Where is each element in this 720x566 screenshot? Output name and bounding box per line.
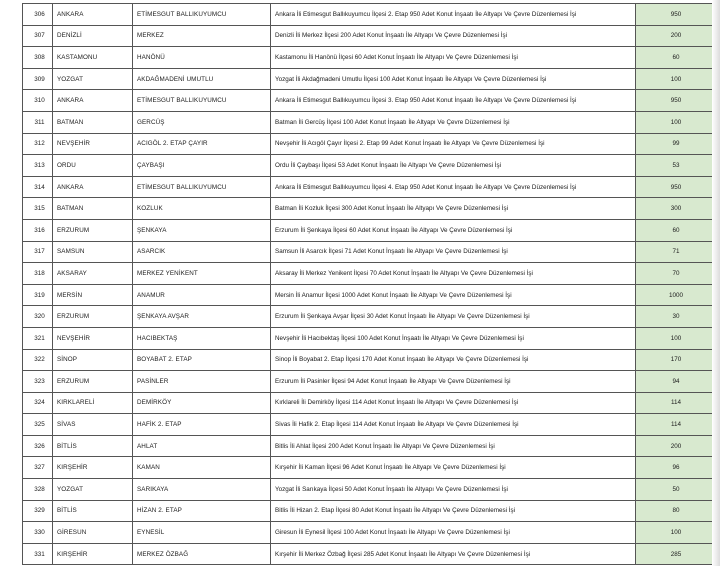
district-cell: HİZAN 2. ETAP	[133, 500, 271, 522]
description-cell: Bitlis İli Hizan 2. Etap İlçesi 80 Adet Konut İnşaatı İle Altyapı Ve Çevre Düzenlemesi İşi	[271, 500, 636, 522]
province-cell: MERSİN	[53, 284, 133, 306]
province-cell: ERZURUM	[53, 219, 133, 241]
district-cell: KOZLUK	[133, 198, 271, 220]
district-cell: MERKEZ ÖZBAĞ	[133, 543, 271, 565]
row-number: 326	[23, 435, 53, 457]
row-number: 308	[23, 47, 53, 69]
row-number: 315	[23, 198, 53, 220]
housing-count-cell: 30	[636, 306, 713, 328]
page-edge-shadow	[712, 0, 720, 566]
province-cell: AKSARAY	[53, 263, 133, 285]
row-number: 320	[23, 306, 53, 328]
province-cell: KIRKLARELİ	[53, 392, 133, 414]
province-cell: ANKARA	[53, 4, 133, 26]
description-cell: Batman İli Kozluk İlçesi 300 Adet Konut İnşaatı İle Altyapı Ve Çevre Düzenlemesi İşi	[271, 198, 636, 220]
table-row	[23, 68, 713, 90]
table-row	[23, 241, 713, 263]
district-cell: ETİMESGUT BALLIKUYUMCU	[133, 90, 271, 112]
district-cell: ANAMUR	[133, 284, 271, 306]
table-row	[23, 263, 713, 285]
district-cell: EYNESİL	[133, 522, 271, 544]
table-row	[23, 111, 713, 133]
province-cell: KASTAMONU	[53, 47, 133, 69]
province-cell: BATMAN	[53, 198, 133, 220]
table-row	[23, 25, 713, 47]
description-cell: Ordu İli Çaybaşı İlçesi 53 Adet Konut İnşaatı İle Altyapı Ve Çevre Düzenlemesi İşi	[271, 155, 636, 177]
description-cell: Kırşehir İli Kaman İlçesi 96 Adet Konut İnşaatı İle Altyapı Ve Çevre Düzenlemesi İşi	[271, 457, 636, 479]
row-number: 330	[23, 522, 53, 544]
description-cell: Aksaray İli Merkez Yenikent İlçesi 70 Adet Konut İnşaatı İle Altyapı Ve Çevre Düzenlemesi İşi	[271, 263, 636, 285]
district-cell: PASİNLER	[133, 371, 271, 393]
table-row	[23, 4, 713, 26]
province-cell: YOZGAT	[53, 68, 133, 90]
table-row	[23, 522, 713, 544]
district-cell: AHLAT	[133, 435, 271, 457]
province-cell: ANKARA	[53, 176, 133, 198]
district-cell: HANÖNÜ	[133, 47, 271, 69]
row-number: 325	[23, 414, 53, 436]
housing-count-cell: 60	[636, 47, 713, 69]
row-number: 329	[23, 500, 53, 522]
province-cell: ERZURUM	[53, 306, 133, 328]
housing-count-cell: 1000	[636, 284, 713, 306]
description-cell: Mersin İli Anamur İlçesi 1000 Adet Konut İnşaatı İle Altyapı Ve Çevre Düzenlemesi İşi	[271, 284, 636, 306]
description-cell: Batman İli Gercüş İlçesi 100 Adet Konut İnşaatı İle Altyapı Ve Çevre Düzenlemesi İşi	[271, 111, 636, 133]
table-row	[23, 349, 713, 371]
housing-count-cell: 70	[636, 263, 713, 285]
district-cell: ŞENKAYA AVŞAR	[133, 306, 271, 328]
district-cell: ETİMESGUT BALLIKUYUMCU	[133, 4, 271, 26]
province-cell: BATMAN	[53, 111, 133, 133]
row-number: 309	[23, 68, 53, 90]
description-cell: Kastamonu İli Hanönü İlçesi 60 Adet Konut İnşaatı İle Altyapı Ve Çevre Düzenlemesi İşi	[271, 47, 636, 69]
row-number: 328	[23, 479, 53, 501]
province-cell: ORDU	[53, 155, 133, 177]
province-cell: SAMSUN	[53, 241, 133, 263]
province-cell: YOZGAT	[53, 479, 133, 501]
description-cell: Sivas İli Hafik 2. Etap İlçesi 114 Adet Konut İnşaatı İle Altyapı Ve Çevre Düzenlemesi İşi	[271, 414, 636, 436]
district-cell: ŞENKAYA	[133, 219, 271, 241]
table-row	[23, 392, 713, 414]
row-number: 310	[23, 90, 53, 112]
table-row	[23, 414, 713, 436]
housing-count-cell: 100	[636, 327, 713, 349]
housing-projects-table	[22, 3, 713, 565]
district-cell: GERCÜŞ	[133, 111, 271, 133]
province-cell: ERZURUM	[53, 371, 133, 393]
row-number: 317	[23, 241, 53, 263]
district-cell: ACIGÖL 2. ETAP ÇAYIR	[133, 133, 271, 155]
description-cell: Samsun İli Asarcık İlçesi 71 Adet Konut İnşaatı İle Altyapı Ve Çevre Düzenlemesi İşi	[271, 241, 636, 263]
row-number: 323	[23, 371, 53, 393]
row-number: 319	[23, 284, 53, 306]
description-cell: Yozgat İli Sarıkaya İlçesi 50 Adet Konut İnşaatı İle Altyapı Ve Çevre Düzenlemesi İşi	[271, 479, 636, 501]
description-cell: Nevşehir İli Hacıbektaş İlçesi 100 Adet Konut İnşaatı İle Altyapı Ve Çevre Düzenlemesi İşi	[271, 327, 636, 349]
province-cell: ANKARA	[53, 90, 133, 112]
district-cell: ETİMESGUT BALLIKUYUMCU	[133, 176, 271, 198]
district-cell: AKDAĞMADENİ UMUTLU	[133, 68, 271, 90]
table-row	[23, 219, 713, 241]
district-cell: BOYABAT 2. ETAP	[133, 349, 271, 371]
province-cell: SİNOP	[53, 349, 133, 371]
row-number: 322	[23, 349, 53, 371]
district-cell: ASARCIK	[133, 241, 271, 263]
description-cell: Sinop İli Boyabat 2. Etap İlçesi 170 Adet Konut İnşaatı İle Altyapı Ve Çevre Düzenlemesi İşi	[271, 349, 636, 371]
province-cell: DENİZLİ	[53, 25, 133, 47]
description-cell: Giresun İli Eynesil İlçesi 100 Adet Konut İnşaatı İle Altyapı Ve Çevre Düzenlemesi İşi	[271, 522, 636, 544]
table-row	[23, 284, 713, 306]
province-cell: GİRESUN	[53, 522, 133, 544]
district-cell: KAMAN	[133, 457, 271, 479]
row-number: 311	[23, 111, 53, 133]
table-body	[23, 4, 713, 565]
table-row	[23, 327, 713, 349]
table-row	[23, 543, 713, 565]
housing-count-cell: 200	[636, 435, 713, 457]
table-row	[23, 47, 713, 69]
table-row	[23, 500, 713, 522]
district-cell: DEMİRKÖY	[133, 392, 271, 414]
district-cell: HACIBEKTAŞ	[133, 327, 271, 349]
housing-count-cell: 114	[636, 414, 713, 436]
housing-count-cell: 50	[636, 479, 713, 501]
housing-count-cell: 60	[636, 219, 713, 241]
district-cell: MERKEZ YENİKENT	[133, 263, 271, 285]
housing-count-cell: 100	[636, 68, 713, 90]
description-cell: Bitlis İli Ahlat İlçesi 200 Adet Konut İnşaatı İle Altyapı Ve Çevre Düzenlemesi İşi	[271, 435, 636, 457]
description-cell: Yozgat İli Akdağmadeni Umutlu İlçesi 100 Adet Konut İnşaatı İle Altyapı Ve Çevre Düzenlemesi İşi	[271, 68, 636, 90]
table-row	[23, 198, 713, 220]
district-cell: ÇAYBAŞI	[133, 155, 271, 177]
table-row	[23, 90, 713, 112]
housing-count-cell: 285	[636, 543, 713, 565]
housing-count-cell: 100	[636, 111, 713, 133]
description-cell: Ankara İli Etimesgut Ballıkuyumcu İlçesi 4. Etap 950 Adet Konut İnşaatı İle Altyapı Ve Çevre Düzenlemesi İşi	[271, 176, 636, 198]
housing-count-cell: 950	[636, 90, 713, 112]
table-row	[23, 435, 713, 457]
housing-count-cell: 94	[636, 371, 713, 393]
district-cell: SARIKAYA	[133, 479, 271, 501]
housing-count-cell: 80	[636, 500, 713, 522]
description-cell: Erzurum İli Şenkaya Avşar İlçesi 30 Adet Konut İnşaatı İle Altyapı Ve Çevre Düzenlemesi İşi	[271, 306, 636, 328]
province-cell: NEVŞEHİR	[53, 327, 133, 349]
description-cell: Ankara İli Etimesgut Ballıkuyumcu İlçesi 2. Etap 950 Adet Konut İnşaatı İle Altyapı Ve Çevre Düzenlemesi İşi	[271, 4, 636, 26]
description-cell: Kırklareli İli Demirköy İlçesi 114 Adet Konut İnşaatı İle Altyapı Ve Çevre Düzenlemesi İşi	[271, 392, 636, 414]
housing-count-cell: 71	[636, 241, 713, 263]
province-cell: KIRŞEHİR	[53, 543, 133, 565]
row-number: 324	[23, 392, 53, 414]
province-cell: KIRŞEHİR	[53, 457, 133, 479]
table-row	[23, 133, 713, 155]
district-cell: HAFİK 2. ETAP	[133, 414, 271, 436]
row-number: 327	[23, 457, 53, 479]
row-number: 331	[23, 543, 53, 565]
table-row	[23, 306, 713, 328]
row-number: 314	[23, 176, 53, 198]
housing-count-cell: 100	[636, 522, 713, 544]
housing-count-cell: 300	[636, 198, 713, 220]
housing-count-cell: 200	[636, 25, 713, 47]
housing-count-cell: 170	[636, 349, 713, 371]
description-cell: Erzurum İli Şenkaya İlçesi 60 Adet Konut İnşaatı İle Altyapı Ve Çevre Düzenlemesi İşi	[271, 219, 636, 241]
housing-count-cell: 99	[636, 133, 713, 155]
table-row	[23, 371, 713, 393]
description-cell: Denizli İli Merkez İlçesi 200 Adet Konut İnşaatı İle Altyapı Ve Çevre Düzenlemesi İşi	[271, 25, 636, 47]
housing-count-cell: 950	[636, 4, 713, 26]
description-cell: Nevşehir İli Acıgöl Çayır İlçesi 2. Etap 99 Adet Konut İnşaatı İle Altyapı Ve Çevre Düzenlemesi İşi	[271, 133, 636, 155]
district-cell: MERKEZ	[133, 25, 271, 47]
table-row	[23, 457, 713, 479]
housing-count-cell: 950	[636, 176, 713, 198]
description-cell: Ankara İli Etimesgut Ballıkuyumcu İlçesi 3. Etap 950 Adet Konut İnşaatı İle Altyapı Ve Çevre Düzenlemesi İşi	[271, 90, 636, 112]
housing-count-cell: 114	[636, 392, 713, 414]
province-cell: BİTLİS	[53, 500, 133, 522]
province-cell: NEVŞEHİR	[53, 133, 133, 155]
row-number: 307	[23, 25, 53, 47]
description-cell: Kırşehir İli Merkez Özbağ İlçesi 285 Adet Konut İnşaatı İle Altyapı Ve Çevre Düzenlemesi İşi	[271, 543, 636, 565]
table-row	[23, 479, 713, 501]
row-number: 321	[23, 327, 53, 349]
housing-count-cell: 53	[636, 155, 713, 177]
province-cell: BİTLİS	[53, 435, 133, 457]
housing-count-cell: 96	[636, 457, 713, 479]
table-row	[23, 155, 713, 177]
row-number: 318	[23, 263, 53, 285]
province-cell: SİVAS	[53, 414, 133, 436]
row-number: 316	[23, 219, 53, 241]
row-number: 313	[23, 155, 53, 177]
description-cell: Erzurum İli Pasinler İlçesi 94 Adet Konut İnşaatı İle Altyapı Ve Çevre Düzenlemesi İşi	[271, 371, 636, 393]
table-row	[23, 176, 713, 198]
row-number: 312	[23, 133, 53, 155]
row-number: 306	[23, 4, 53, 26]
